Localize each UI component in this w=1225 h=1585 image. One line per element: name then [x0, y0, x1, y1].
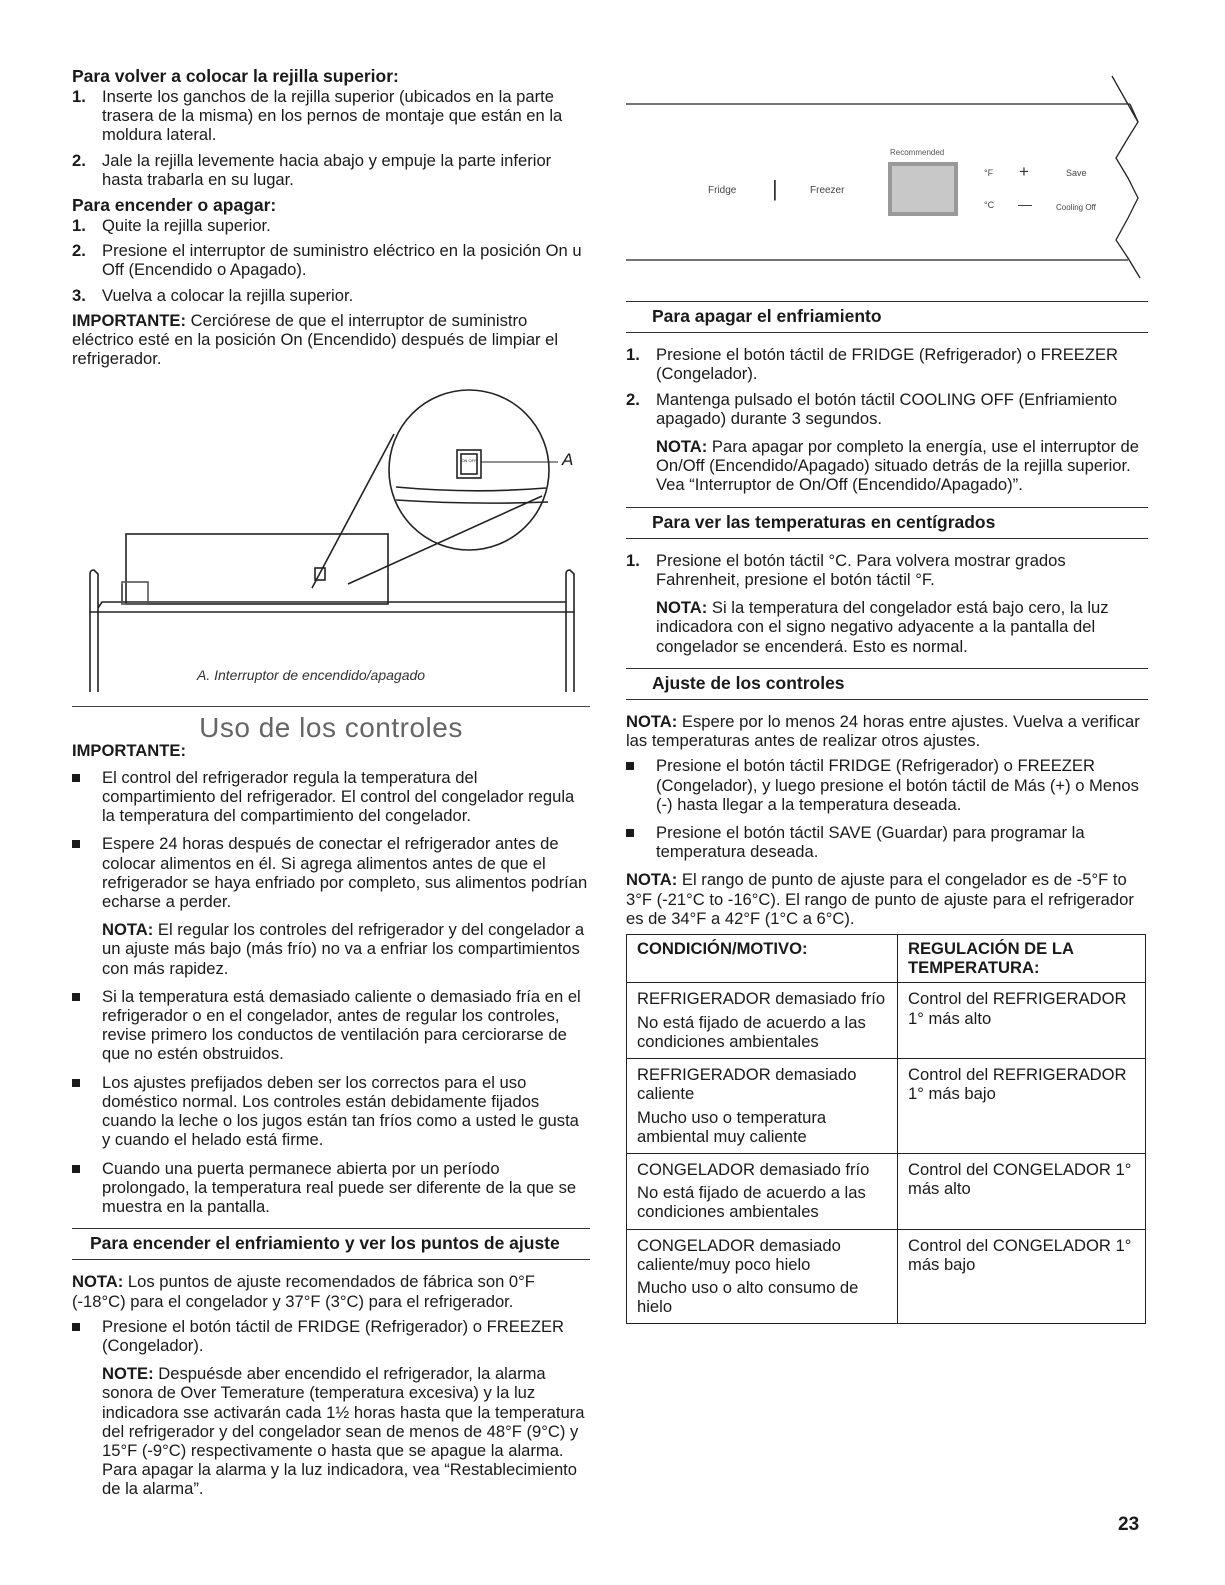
reason-text: Mucho uso o alto consumo de hielo: [637, 1277, 859, 1317]
adjust-note: [626, 712, 1148, 750]
nota-label: NOTA:: [626, 712, 678, 732]
condition-cell: [627, 1059, 898, 1154]
switch-label: ON OFF: [461, 458, 477, 464]
control-panel-illustration: [626, 70, 1162, 290]
important-text: Cerciórese de que el interruptor de suministro eléctrico esté en la posición On (Encendido) después de limpiar el refrigerador.: [72, 310, 559, 369]
step-number: 1.: [72, 216, 86, 236]
bullet-text: Presione el botón táctil de FRIDGE (Refrigerador) o FREEZER (Congelador).: [102, 1316, 565, 1355]
plus-button[interactable]: +: [1019, 162, 1029, 181]
figure-callout-a: A: [562, 450, 574, 470]
page-number: 23: [1118, 1514, 1140, 1535]
important-heading: IMPORTANTE:: [72, 740, 186, 760]
important-label: IMPORTANTE:: [72, 310, 186, 330]
step-text: Quite la rejilla superior.: [102, 216, 271, 236]
step-text: Inserte los ganchos de la rejilla superior (ubicados en la parte trasera de la misma) en los pernos de montaje que están en la moldura lateral.: [102, 87, 563, 145]
separator: |: [772, 176, 778, 201]
list-item: [626, 551, 1148, 656]
nota-label: NOTA:: [72, 1272, 124, 1292]
right-column: [626, 301, 1148, 1324]
column-header-regulation: REGULACIÓN DE LA TEMPERATURA:: [898, 935, 1146, 983]
section-divider: [72, 706, 590, 707]
freezer-button[interactable]: Freezer: [810, 185, 845, 196]
list-item: [626, 390, 1148, 495]
fahrenheit-button[interactable]: °F: [984, 168, 994, 178]
list-item: [72, 241, 590, 279]
bullet-text: El control del refrigerador regula la temperatura del compartimiento del refrigerador. El control del congelador regula la temperatura del compartimiento del congelador.: [102, 767, 575, 826]
note-label: NOTA:: [656, 437, 708, 457]
table-row: [627, 983, 1146, 1059]
list-item: [72, 1073, 590, 1150]
regulation-cell: Control del REFRIGERADOR 1° más bajo: [898, 1059, 1146, 1154]
list-item: [626, 823, 1148, 861]
bullet-text: Presione el botón táctil SAVE (Guardar) para programar la temperatura deseada.: [656, 823, 1085, 862]
step-text: Jale la rejilla levemente hacia abajo y empuje la parte inferior hasta trabarla en su lugar.: [102, 150, 552, 189]
save-button[interactable]: Save: [1066, 168, 1087, 178]
condition-cell: [627, 1229, 898, 1324]
condition-cell: [627, 1153, 898, 1229]
table-header-row: [627, 935, 1146, 983]
reason-text: No está fijado de acuerdo a las condiciones ambientales: [637, 1183, 866, 1222]
list-item: [72, 216, 590, 235]
condition-text: CONGELADOR demasiado frío: [637, 1159, 870, 1179]
controls-bullets: [72, 768, 590, 1216]
regulation-cell: Control del CONGELADOR 1° más bajo: [898, 1229, 1146, 1324]
refrigerator-switch-illustration: [72, 374, 590, 692]
celsius-button[interactable]: °C: [984, 200, 995, 210]
nota-text: Los puntos de ajuste recomendados de fábrica son 0°F (-18°C) para el congelador y 37°F (3°C) para el refrigerador.: [72, 1272, 535, 1311]
note-label: NOTE:: [102, 1364, 154, 1384]
step-number: 1.: [626, 550, 640, 570]
bullet-text: Espere 24 horas después de conectar el refrigerador antes de colocar alimentos en él. Si agrega alimentos antes de que el refrigerador se haya enfriado por completo, sus alimentos podrían echarse a perder.: [102, 834, 588, 912]
list-item: [72, 151, 590, 189]
step-text: Presione el interruptor de suministro eléctrico en la posición On u Off (Encendido o Apagado).: [102, 241, 582, 280]
reason-text: Mucho uso o temperatura ambiental muy caliente: [637, 1107, 827, 1146]
list-item: [72, 1317, 590, 1499]
adjust-controls-heading: Ajuste de los controles: [626, 668, 1148, 700]
bullet-text: Los ajustes prefijados deben ser los correctos para el uso doméstico normal. Los controles están debidamente fijados cuando la leche o los jugos están tan fríos como a usted le gusta y cuando el helado está firme.: [102, 1072, 579, 1150]
recommended-label: Recommended: [890, 148, 945, 157]
celsius-note: [656, 598, 1148, 656]
note-text: Si la temperatura del congelador está bajo cero, la luz indicadora con el signo negativo adyacente a la pantalla del congelador se encenderá. Esto es normal.: [656, 598, 1109, 656]
switch-figure: [72, 374, 590, 692]
list-item: [72, 1159, 590, 1217]
fridge-button[interactable]: Fridge: [708, 185, 737, 196]
on-off-steps: [72, 216, 590, 305]
condition-text: CONGELADOR demasiado caliente/muy poco hielo: [637, 1235, 841, 1274]
temperature-adjustment-table: [626, 934, 1146, 1324]
factory-setpoints-note: [72, 1272, 590, 1310]
step-text: Vuelva a colocar la rejilla superior.: [102, 285, 354, 305]
list-item: [72, 286, 590, 305]
bullet-text: Presione el botón táctil FRIDGE (Refrigerador) o FREEZER (Congelador), y luego presione el botón táctil de Más (+) o Menos (-) hasta llegar a la temperatura deseada.: [656, 756, 1139, 814]
alarm-note: [102, 1364, 590, 1498]
bullet-text: Cuando una puerta permanece abierta por un período prolongado, la temperatura real puede ser diferente de la que se muestra en la pantalla.: [102, 1158, 577, 1216]
nota-text: Espere por lo menos 24 horas entre ajustes. Vuelva a verificar las temperaturas antes de realizar otros ajustes.: [626, 712, 1140, 751]
cooling-off-steps: [626, 345, 1148, 494]
minus-button[interactable]: —: [1018, 196, 1032, 212]
bullet-text: Si la temperatura está demasiado caliente o demasiado fría en el refrigerador o en el congelador, antes de regular los controles, revise primero los conductos de ventilación para cerciorarse de que no estén obstruidos.: [102, 986, 581, 1064]
replace-grille-steps: [72, 87, 590, 189]
celsius-heading: Para ver las temperaturas en centígrados: [626, 507, 1148, 539]
regulation-cell: Control del REFRIGERADOR 1° más alto: [898, 983, 1146, 1059]
step-number: 2.: [72, 241, 86, 261]
note-text: Despuésde aber encendido el refrigerador, la alarma sonora de Over Temerature (temperatura excesiva) y la luz indicadora sse activarán cada 1½ horas hasta que la temperatura del refrigerador y del congelador sean de menos de 48°F (9°C) y 15°F (-9°C) respectivamente o hasta que se apague la alarma. Para apagar la alarma y la luz indicadora, vea “Restablecimiento de la alarma”.: [102, 1364, 585, 1499]
on-off-heading: Para encender o apagar:: [72, 195, 277, 216]
cooling-off-heading: Para apagar el enfriamiento: [626, 301, 1148, 333]
condition-text: REFRIGERADOR demasiado frío: [637, 989, 886, 1009]
note-text: El regular los controles del refrigerador y del congelador a un ajuste más bajo (más frío) no va a enfriar los compartimientos con más rapidez.: [102, 920, 585, 978]
step-number: 2.: [626, 389, 640, 409]
regulation-cell: Control del CONGELADOR 1° más alto: [898, 1153, 1146, 1229]
column-header-condition: CONDICIÓN/MOTIVO:: [627, 935, 898, 983]
cooling-on-bullets: [72, 1317, 590, 1499]
figure-caption: A. Interruptor de encendido/apagado: [197, 667, 426, 684]
list-item: [72, 768, 590, 826]
left-column: [72, 66, 590, 1508]
cooling-on-heading: Para encender el enfriamiento y ver los puntos de ajuste: [72, 1228, 590, 1260]
setpoint-range-note: [626, 870, 1148, 928]
table-row: [627, 1153, 1146, 1229]
step-text: Mantenga pulsado el botón táctil COOLING OFF (Enfriamiento apagado) durante 3 segundos.: [656, 389, 1118, 428]
step-number: 3.: [72, 285, 86, 305]
cooling-off-note: [656, 437, 1148, 495]
note-label: NOTA:: [656, 598, 708, 618]
nota-label: NOTA:: [626, 870, 678, 890]
cooling-off-button[interactable]: Cooling Off: [1056, 203, 1096, 212]
list-item: [72, 987, 590, 1064]
step-number: 1.: [626, 345, 640, 365]
celsius-steps: [626, 551, 1148, 656]
replace-grille-heading: Para volver a colocar la rejilla superior:: [72, 66, 399, 86]
controls-heading: Uso de los controles: [199, 712, 463, 744]
list-item: [72, 834, 590, 977]
list-item: [626, 345, 1148, 383]
bullet-note: [102, 920, 590, 978]
nota-text: El rango de punto de ajuste para el congelador es de -5°F to 3°F (-21°C to -16°C). El rango de punto de ajuste para el refrigerador es de 34°F a 42°F (1°C a 6°C).: [626, 870, 1134, 928]
step-text: Presione el botón táctil de FRIDGE (Refrigerador) o FREEZER (Congelador).: [656, 345, 1119, 384]
table-row: [627, 1059, 1146, 1154]
step-text: Presione el botón táctil °C. Para volvera mostrar grados Fahrenheit, presione el botón táctil °F.: [656, 550, 1066, 590]
list-item: [626, 756, 1148, 814]
table-row: [627, 1229, 1146, 1324]
step-number: 1.: [72, 87, 86, 106]
adjust-bullets: [626, 756, 1148, 861]
reason-text: No está fijado de acuerdo a las condiciones ambientales: [637, 1012, 866, 1051]
step-number: 2.: [72, 150, 86, 170]
list-item: [72, 87, 590, 145]
important-paragraph: [72, 311, 590, 369]
condition-text: REFRIGERADOR demasiado caliente: [637, 1065, 857, 1104]
control-panel-outline: [626, 70, 1162, 290]
condition-cell: [627, 983, 898, 1059]
note-label: NOTA:: [102, 920, 154, 940]
note-text: Para apagar por completo la energía, use el interruptor de On/Off (Encendido/Apagado) situado detrás de la rejilla superior. Vea “Interruptor de On/Off (Encendido/Apagado)”.: [656, 437, 1140, 495]
